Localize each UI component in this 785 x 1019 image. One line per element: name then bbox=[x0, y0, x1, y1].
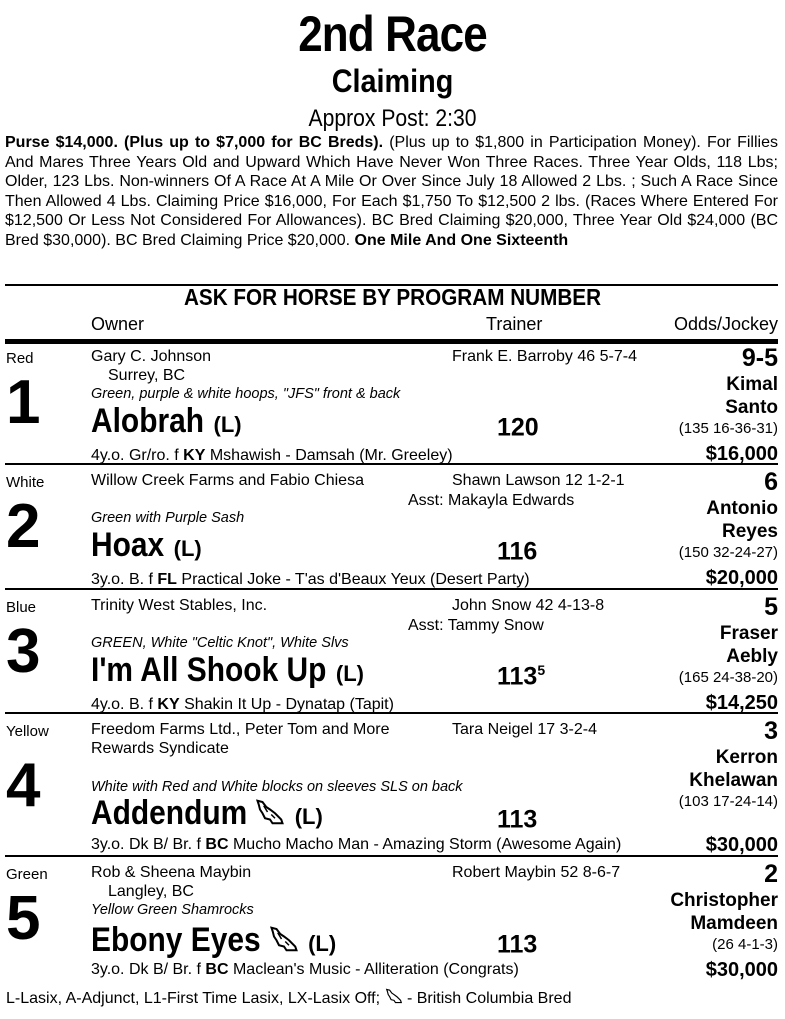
weight bbox=[497, 799, 537, 833]
morning-line-odds: 6 bbox=[764, 468, 778, 496]
entry-divider bbox=[5, 712, 778, 714]
owner-line-1: Willow Creek Farms and Fabio Chiesa bbox=[91, 472, 364, 489]
horse-name-line bbox=[91, 795, 323, 835]
weight bbox=[497, 531, 537, 565]
horse-name-line bbox=[91, 922, 336, 962]
saddle-cloth-color: Red bbox=[6, 350, 34, 367]
jockey-first-name: Kerron bbox=[715, 747, 778, 768]
breeding-line bbox=[91, 570, 530, 589]
morning-line-odds: 9-5 bbox=[741, 344, 778, 372]
horse-name: Ebony Eyes bbox=[91, 921, 261, 959]
jockey-first-name: Christopher bbox=[670, 890, 778, 911]
column-trainer: Trainer bbox=[486, 314, 543, 334]
claiming-price: $20,000 bbox=[705, 567, 778, 589]
horse-name: Hoax bbox=[91, 526, 165, 564]
race-title: 2nd Race bbox=[298, 6, 487, 62]
jockey-stats: (26 4-1-3) bbox=[712, 936, 778, 953]
horse-name: I'm All Shook Up bbox=[91, 651, 327, 689]
program-number: 3 bbox=[6, 617, 41, 686]
column-owner: Owner bbox=[91, 314, 145, 334]
weight bbox=[497, 656, 545, 690]
horse-name: Alobrah bbox=[91, 402, 205, 440]
jockey-stats: (150 32-24-27) bbox=[678, 544, 778, 561]
silks-description: Green, purple & white hoops, "JFS" front & back bbox=[91, 386, 401, 402]
horse-name: Addendum bbox=[91, 794, 248, 832]
age-sex: 4y.o. Gr/ro. f bbox=[91, 447, 184, 464]
jockey-last-name: Santo bbox=[725, 397, 778, 418]
trainer: Shawn Lawson 12 1-2-1 bbox=[452, 472, 625, 489]
age-sex: 3y.o. B. f bbox=[91, 571, 158, 588]
age-sex: 3y.o. Dk B/ Br. f bbox=[91, 961, 206, 978]
trainer: Frank E. Barroby 46 5-7-4 bbox=[452, 348, 637, 365]
claiming-price: $16,000 bbox=[705, 443, 778, 465]
pedigree: Practical Joke - T'as d'Beaux Yeux (Desert Party) bbox=[176, 571, 530, 588]
program-number: 4 bbox=[6, 751, 41, 820]
distance-text: One Mile And One Sixteenth bbox=[354, 231, 569, 249]
jockey-last-name: Khelawan bbox=[689, 770, 778, 791]
race-conditions bbox=[5, 133, 778, 250]
medication: (L) bbox=[213, 412, 242, 437]
weight-allowance: 5 bbox=[537, 662, 546, 678]
entry-divider bbox=[5, 463, 778, 465]
jockey-stats: (165 24-38-20) bbox=[678, 669, 778, 686]
weight-value: 116 bbox=[497, 537, 538, 566]
weight bbox=[497, 407, 539, 441]
jockey-first-name: Kimal bbox=[726, 374, 778, 395]
header-divider bbox=[5, 339, 778, 344]
race-type: Claiming bbox=[331, 63, 454, 99]
horse-name-line bbox=[91, 403, 242, 443]
assistant-trainer: Asst: Tammy Snow bbox=[408, 617, 544, 634]
medication: (L) bbox=[173, 536, 202, 561]
trainer: Tara Neigel 17 3-2-4 bbox=[452, 721, 597, 738]
legend-footer bbox=[6, 988, 571, 1010]
trainer: Robert Maybin 52 8-6-7 bbox=[452, 864, 621, 881]
weight-value: 113 bbox=[497, 662, 538, 691]
bc-note: - British Columbia Bred bbox=[402, 990, 572, 1008]
horse-name-line bbox=[91, 527, 202, 567]
age-sex: 3y.o. Dk B/ Br. f bbox=[91, 836, 206, 853]
post-time: Approx Post: 2:30 bbox=[308, 105, 477, 132]
trainer: John Snow 42 4-13-8 bbox=[452, 597, 605, 614]
jockey-first-name: Fraser bbox=[719, 623, 778, 644]
conditions-text: (Plus up to $1,800 in Participation Money). For Fillies And Mares Three Years Old and Upward Which Have Never Won Three Races. Three Year Olds, 118 Lbs; Older, 123 Lbs. Non-winners Of A Race At A Mile Or Over Since July 18 Allowed 2 Lbs. ; Such A Race Since Then Allowed 4 Lbs. Claiming Price $16,000, For Each $1,750 To $12,500 2 lbs. (Races Where Entered For $12,500 Or Less Not Considered For Allowances). BC Bred Claiming $20,000, Three Year Old $24,000 (BC Bred $30,000). BC Bred Claiming Price $20,000. bbox=[5, 134, 778, 249]
medication: (L) bbox=[308, 931, 337, 956]
jockey-last-name: Aebly bbox=[726, 646, 778, 667]
column-odds-jockey: Odds/Jockey bbox=[673, 314, 778, 334]
age-sex: 4y.o. B. f bbox=[91, 696, 158, 713]
legend-text: L-Lasix, A-Adjunct, L1-First Time Lasix, LX-Lasix Off; bbox=[6, 990, 385, 1008]
purse-text: Purse $14,000. (Plus up to $7,000 for BC Breds). bbox=[5, 134, 384, 151]
bc-bred-icon bbox=[255, 797, 285, 833]
morning-line-odds: 5 bbox=[764, 593, 778, 621]
bred-state: KY bbox=[183, 447, 206, 464]
morning-line-odds: 3 bbox=[764, 717, 778, 745]
owner-line-2: Langley, BC bbox=[108, 883, 194, 900]
owner-line-1: Trinity West Stables, Inc. bbox=[91, 597, 268, 614]
bred-state: KY bbox=[157, 696, 180, 713]
saddle-cloth-color: Yellow bbox=[6, 723, 49, 740]
saddle-cloth-color: Green bbox=[6, 866, 48, 883]
owner-line-1: Rob & Sheena Maybin bbox=[91, 864, 252, 881]
silks-description: GREEN, White "Celtic Knot", White Slvs bbox=[91, 635, 349, 651]
jockey-stats: (135 16-36-31) bbox=[678, 420, 778, 437]
silks-description: White with Red and White blocks on sleeves SLS on back bbox=[91, 779, 463, 795]
owner-line-2: Rewards Syndicate bbox=[91, 740, 229, 757]
silks-description: Yellow Green Shamrocks bbox=[91, 902, 254, 918]
owner-line-2: Surrey, BC bbox=[108, 367, 186, 384]
horse-name-line bbox=[91, 652, 364, 692]
entry-divider bbox=[5, 855, 778, 857]
bred-state: BC bbox=[205, 836, 229, 853]
jockey-first-name: Antonio bbox=[706, 498, 778, 519]
morning-line-odds: 2 bbox=[764, 860, 778, 888]
jockey-last-name: Reyes bbox=[722, 521, 778, 542]
weight bbox=[497, 924, 537, 958]
weight-value: 113 bbox=[497, 805, 538, 834]
pedigree: Maclean's Music - Alliteration (Congrats) bbox=[228, 961, 519, 978]
ask-banner: ASK FOR HORSE BY PROGRAM NUMBER bbox=[183, 284, 602, 310]
jockey-stats: (103 17-24-14) bbox=[678, 793, 778, 810]
bc-bred-icon bbox=[269, 924, 299, 960]
jockey-last-name: Mamdeen bbox=[690, 913, 778, 934]
claiming-price: $14,250 bbox=[705, 692, 778, 714]
bred-state: FL bbox=[157, 571, 177, 588]
breeding-line bbox=[91, 960, 519, 979]
owner-line-1: Freedom Farms Ltd., Peter Tom and More bbox=[91, 721, 390, 738]
program-number: 1 bbox=[6, 368, 41, 437]
program-number: 5 bbox=[6, 884, 41, 953]
claiming-price: $30,000 bbox=[705, 959, 778, 981]
medication: (L) bbox=[294, 804, 323, 829]
bred-state: BC bbox=[205, 961, 229, 978]
bc-map-icon bbox=[385, 988, 403, 1010]
silks-description: Green with Purple Sash bbox=[91, 510, 245, 526]
saddle-cloth-color: Blue bbox=[6, 599, 37, 616]
weight-value: 120 bbox=[497, 413, 539, 442]
entry-divider bbox=[5, 588, 778, 590]
claiming-price: $30,000 bbox=[705, 834, 778, 856]
pedigree: Mshawish - Damsah (Mr. Greeley) bbox=[205, 447, 453, 464]
weight-value: 113 bbox=[497, 930, 538, 959]
breeding-line bbox=[91, 835, 621, 854]
saddle-cloth-color: White bbox=[6, 474, 45, 491]
pedigree: Shakin It Up - Dynatap (Tapit) bbox=[179, 696, 394, 713]
owner-line-1: Gary C. Johnson bbox=[91, 348, 212, 365]
assistant-trainer: Asst: Makayla Edwards bbox=[408, 492, 575, 509]
pedigree: Mucho Macho Man - Amazing Storm (Awesome Again) bbox=[228, 836, 622, 853]
program-number: 2 bbox=[6, 492, 41, 561]
medication: (L) bbox=[335, 661, 364, 686]
